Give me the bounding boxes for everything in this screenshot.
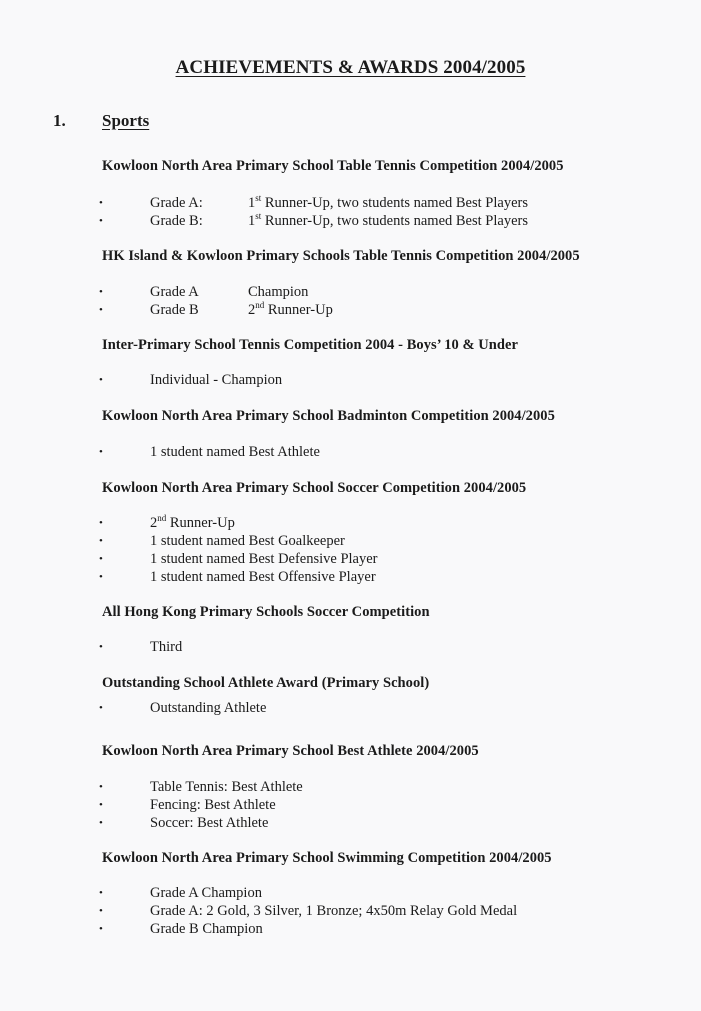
bullet-icon: • bbox=[99, 905, 103, 917]
item-rank: 1 bbox=[248, 195, 256, 211]
list-item bbox=[0, 532, 701, 550]
item-text: Grade A Champion bbox=[150, 885, 262, 901]
item-value bbox=[150, 550, 378, 568]
item-text: Grade A: 2 Gold, 3 Silver, 1 Bronze; 4x50m Relay Gold Medal bbox=[150, 903, 518, 919]
bullet-icon: • bbox=[99, 702, 103, 714]
section-title: Sports bbox=[102, 111, 150, 130]
item-value bbox=[248, 194, 528, 212]
document-title: ACHIEVEMENTS & AWARDS 2004/2005 bbox=[175, 57, 526, 78]
item-value bbox=[150, 568, 376, 586]
bullet-icon: • bbox=[99, 781, 103, 793]
item-text: Outstanding Athlete bbox=[150, 700, 267, 716]
list-item bbox=[0, 796, 701, 814]
bullet-icon: • bbox=[99, 799, 103, 811]
item-text: 1 student named Best Defensive Player bbox=[150, 551, 378, 567]
group-heading: HK Island & Kowloon Primary Schools Table Tennis Competition 2004/2005 bbox=[102, 248, 580, 264]
item-value bbox=[150, 884, 262, 902]
list-item bbox=[0, 371, 701, 389]
bullet-icon: • bbox=[99, 517, 103, 529]
item-value bbox=[248, 212, 528, 230]
bullet-icon: • bbox=[99, 535, 103, 547]
item-label: Grade A: bbox=[150, 195, 203, 211]
item-value bbox=[150, 371, 282, 389]
item-rank-suffix: nd bbox=[255, 300, 265, 311]
group-heading: Kowloon North Area Primary School Badminton Competition 2004/2005 bbox=[102, 408, 555, 424]
item-value bbox=[150, 443, 320, 461]
item-value bbox=[248, 283, 308, 301]
bullet-icon: • bbox=[99, 374, 103, 386]
bullet-icon: • bbox=[99, 923, 103, 935]
group-heading: Inter-Primary School Tennis Competition 2004 - Boys’ 10 & Under bbox=[102, 337, 518, 353]
item-text: Third bbox=[150, 639, 183, 655]
item-text: 1 student named Best Athlete bbox=[150, 444, 320, 460]
list-item bbox=[0, 884, 701, 902]
bullet-icon: • bbox=[99, 887, 103, 899]
group-heading: All Hong Kong Primary Schools Soccer Competition bbox=[102, 604, 430, 620]
item-rank-suffix: nd bbox=[157, 513, 167, 524]
item-value bbox=[150, 902, 517, 920]
list-item bbox=[0, 283, 701, 301]
group-heading: Kowloon North Area Primary School Swimming Competition 2004/2005 bbox=[102, 850, 552, 866]
list-item bbox=[0, 568, 701, 586]
bullet-icon: • bbox=[99, 817, 103, 829]
item-rank-suffix: st bbox=[255, 193, 262, 204]
list-item bbox=[0, 920, 701, 938]
list-item bbox=[0, 514, 701, 532]
item-text: Individual - Champion bbox=[150, 372, 283, 388]
list-item bbox=[0, 778, 701, 796]
section-number: 1. bbox=[53, 111, 66, 130]
bullet-icon: • bbox=[99, 446, 103, 458]
item-rank: 1 bbox=[248, 213, 256, 229]
item-rank-suffix: st bbox=[255, 211, 262, 222]
item-text: Runner-Up, two students named Best Players bbox=[261, 213, 528, 229]
list-item bbox=[0, 443, 701, 461]
item-value bbox=[150, 778, 303, 796]
item-text: 1 student named Best Goalkeeper bbox=[150, 533, 345, 549]
item-text: Runner-Up, two students named Best Players bbox=[261, 195, 528, 211]
list-item bbox=[0, 212, 701, 230]
item-value bbox=[150, 814, 268, 832]
item-value bbox=[150, 638, 182, 656]
bullet-icon: • bbox=[99, 304, 103, 316]
list-item bbox=[0, 550, 701, 568]
group-heading: Kowloon North Area Primary School Table Tennis Competition 2004/2005 bbox=[102, 158, 564, 174]
bullet-icon: • bbox=[99, 215, 103, 227]
item-text: Soccer: Best Athlete bbox=[150, 815, 269, 831]
list-item bbox=[0, 699, 701, 717]
item-text: Grade B Champion bbox=[150, 921, 263, 937]
list-item bbox=[0, 194, 701, 212]
item-text: 1 student named Best Offensive Player bbox=[150, 569, 376, 585]
group-heading: Kowloon North Area Primary School Soccer Competition 2004/2005 bbox=[102, 480, 527, 496]
group-heading: Outstanding School Athlete Award (Primary School) bbox=[102, 675, 430, 691]
item-text: Champion bbox=[248, 284, 309, 300]
list-item bbox=[0, 902, 701, 920]
bullet-icon: • bbox=[99, 571, 103, 583]
item-text: Runner-Up bbox=[166, 515, 235, 531]
item-value bbox=[150, 920, 263, 938]
item-value bbox=[150, 796, 276, 814]
item-label: Grade B bbox=[150, 302, 199, 318]
item-rank: 2 bbox=[150, 515, 158, 531]
item-text: Runner-Up bbox=[264, 302, 333, 318]
list-item bbox=[0, 638, 701, 656]
item-label: Grade B: bbox=[150, 213, 203, 229]
item-text: Table Tennis: Best Athlete bbox=[150, 779, 303, 795]
item-value bbox=[150, 514, 235, 532]
bullet-icon: • bbox=[99, 553, 103, 565]
list-item bbox=[0, 814, 701, 832]
item-text: Fencing: Best Athlete bbox=[150, 797, 276, 813]
group-heading: Kowloon North Area Primary School Best Athlete 2004/2005 bbox=[102, 743, 479, 759]
bullet-icon: • bbox=[99, 286, 103, 298]
list-item bbox=[0, 301, 701, 319]
item-rank: 2 bbox=[248, 302, 256, 318]
bullet-icon: • bbox=[99, 197, 103, 209]
item-value bbox=[248, 301, 333, 319]
item-label: Grade A bbox=[150, 284, 199, 300]
item-value bbox=[150, 699, 266, 717]
item-value bbox=[150, 532, 345, 550]
bullet-icon: • bbox=[99, 641, 103, 653]
